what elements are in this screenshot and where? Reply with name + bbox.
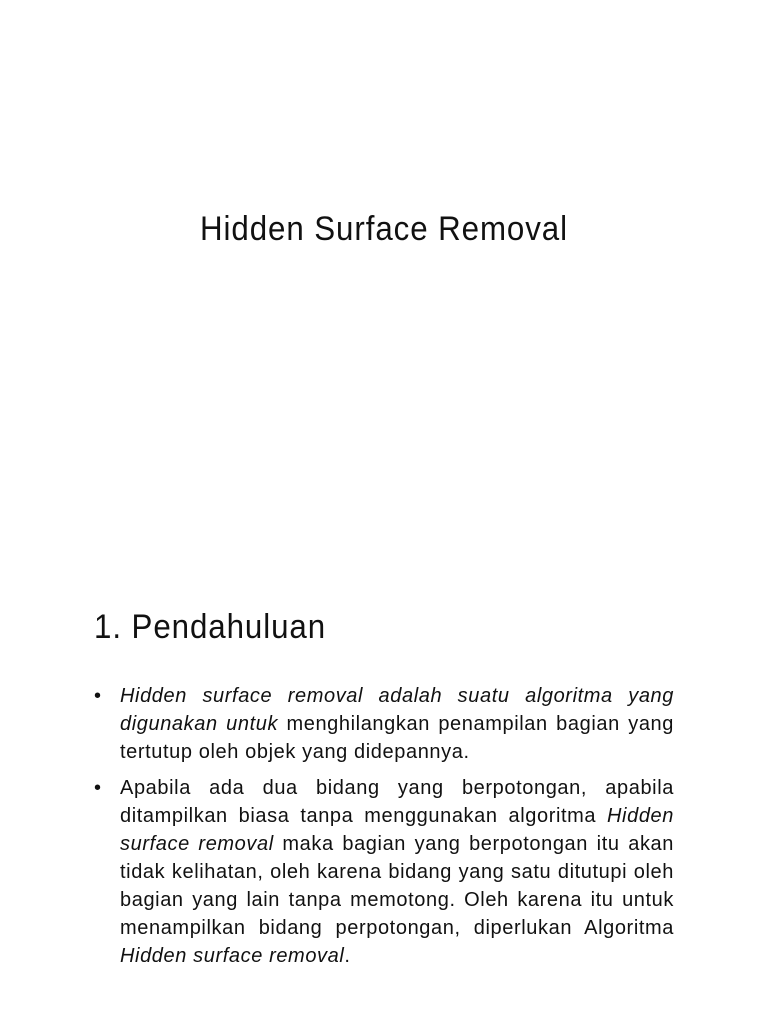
bullet-list (94, 682, 674, 978)
bullet-item-2 (94, 774, 674, 970)
bullet-1-text: menghilangkan penampilan bagian yang tertutup oleh objek yang didepannya. (120, 713, 674, 763)
bullet-2-text-a: Apabila ada dua bidang yang berpotongan, apabila ditampilkan biasa tanpa menggunakan algoritma (120, 777, 674, 827)
bullet-2-text-b: maka bagian yang berpotongan itu akan tidak kelihatan, oleh karena bidang yang satu ditutupi oleh bagian yang lain tanpa memotong. Oleh karena itu untuk menampilkan bidang perpotongan, diperlukan Algoritma (120, 833, 674, 939)
bullet-2-text-c: . (344, 945, 351, 967)
bullet-1-italic: Hidden surface removal adalah suatu algoritma yang digunakan untuk (120, 685, 674, 735)
bullet-dot-icon: • (94, 685, 102, 707)
bullet-dot-icon: • (94, 777, 102, 799)
document-title: Hidden Surface Removal (200, 210, 568, 248)
section-heading: 1. Pendahuluan (94, 608, 327, 646)
bullet-item-1 (94, 682, 674, 766)
bullet-2-italic-a: Hidden surface removal (120, 805, 674, 855)
slide-introduction (0, 512, 768, 1024)
bullet-2-italic-b: Hidden surface removal (120, 945, 345, 967)
